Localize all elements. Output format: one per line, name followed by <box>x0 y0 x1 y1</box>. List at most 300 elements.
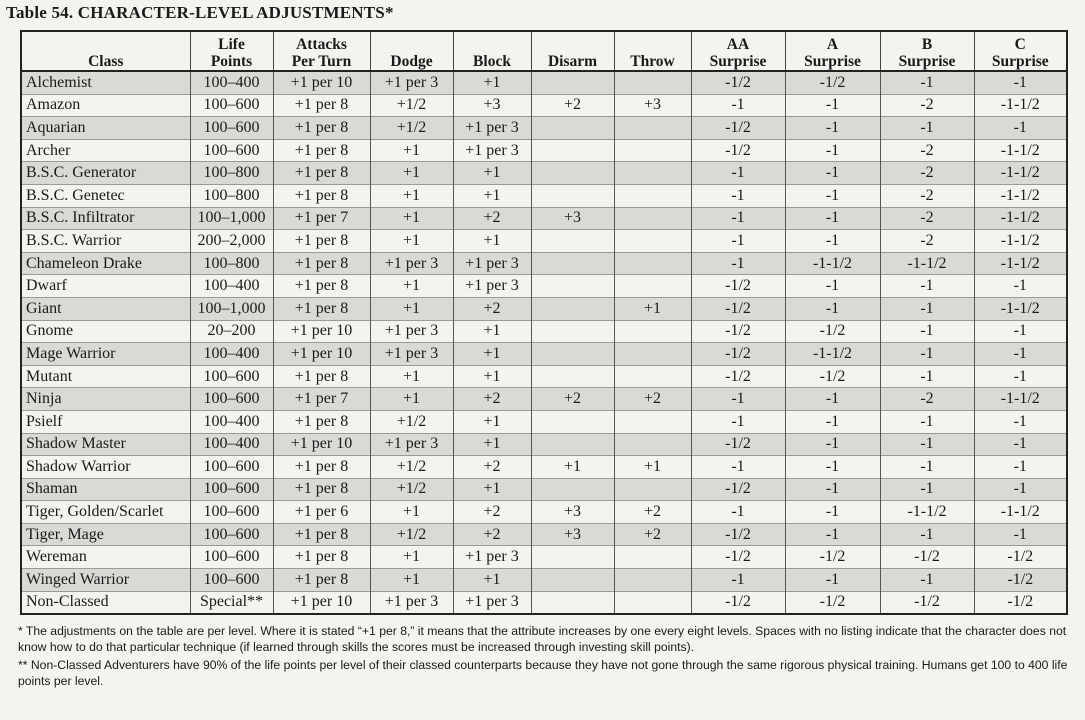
cell-b-surprise: -1 <box>880 297 974 320</box>
cell-disarm <box>531 162 614 185</box>
cell-class: B.S.C. Warrior <box>21 230 190 253</box>
cell-c-surprise: -1-1/2 <box>974 501 1067 524</box>
cell-disarm: +3 <box>531 207 614 230</box>
header-text: Points <box>210 53 253 70</box>
cell-disarm: +3 <box>531 501 614 524</box>
cell-life-points: 100–600 <box>190 456 273 479</box>
cell-class: Non-Classed <box>21 591 190 614</box>
cell-class: Alchemist <box>21 71 190 94</box>
cell-c-surprise: -1-1/2 <box>974 388 1067 411</box>
cell-throw <box>614 162 691 185</box>
header-text: Attacks <box>296 36 347 53</box>
cell-disarm: +3 <box>531 523 614 546</box>
table-row <box>21 230 1067 253</box>
cell-class: Amazon <box>21 94 190 117</box>
cell-disarm <box>531 433 614 456</box>
cell-block: +1 <box>453 365 531 388</box>
cell-attacks-per-turn: +1 per 7 <box>273 207 370 230</box>
cell-aa-surprise: -1 <box>691 410 785 433</box>
cell-throw: +1 <box>614 456 691 479</box>
cell-life-points: 100–800 <box>190 162 273 185</box>
cell-aa-surprise: -1 <box>691 569 785 592</box>
cell-b-surprise: -1 <box>880 456 974 479</box>
cell-block: +3 <box>453 94 531 117</box>
header-text: Surprise <box>991 53 1049 70</box>
table-row <box>21 523 1067 546</box>
table-row <box>21 71 1067 94</box>
cell-block: +1 <box>453 433 531 456</box>
header-aa-surprise <box>691 31 785 71</box>
cell-c-surprise: -1/2 <box>974 546 1067 569</box>
header-c-surprise <box>974 31 1067 71</box>
cell-disarm <box>531 184 614 207</box>
cell-b-surprise: -2 <box>880 94 974 117</box>
header-text: Surprise <box>898 53 956 70</box>
cell-throw <box>614 71 691 94</box>
cell-aa-surprise: -1/2 <box>691 343 785 366</box>
cell-attacks-per-turn: +1 per 6 <box>273 501 370 524</box>
cell-aa-surprise: -1 <box>691 94 785 117</box>
header-text: Block <box>473 53 511 70</box>
cell-class: Archer <box>21 139 190 162</box>
table-row <box>21 410 1067 433</box>
cell-block: +1 <box>453 184 531 207</box>
cell-throw <box>614 117 691 140</box>
cell-c-surprise: -1/2 <box>974 591 1067 614</box>
cell-block: +1 <box>453 569 531 592</box>
cell-class: Psielf <box>21 410 190 433</box>
table-row <box>21 478 1067 501</box>
cell-b-surprise: -1 <box>880 320 974 343</box>
cell-disarm <box>531 139 614 162</box>
table-body <box>21 71 1067 614</box>
cell-block: +1 per 3 <box>453 275 531 298</box>
cell-b-surprise: -2 <box>880 162 974 185</box>
cell-disarm: +2 <box>531 94 614 117</box>
cell-life-points: 100–1,000 <box>190 207 273 230</box>
cell-a-surprise: -1 <box>785 94 880 117</box>
cell-b-surprise: -1 <box>880 433 974 456</box>
cell-class: Tiger, Golden/Scarlet <box>21 501 190 524</box>
cell-disarm: +1 <box>531 456 614 479</box>
table-row <box>21 433 1067 456</box>
cell-block: +2 <box>453 388 531 411</box>
cell-a-surprise: -1 <box>785 569 880 592</box>
cell-b-surprise: -1 <box>880 365 974 388</box>
cell-c-surprise: -1 <box>974 456 1067 479</box>
cell-dodge: +1/2 <box>370 94 453 117</box>
cell-b-surprise: -2 <box>880 230 974 253</box>
table-row <box>21 184 1067 207</box>
cell-c-surprise: -1 <box>974 320 1067 343</box>
cell-c-surprise: -1 <box>974 365 1067 388</box>
cell-throw <box>614 252 691 275</box>
cell-b-surprise: -2 <box>880 139 974 162</box>
table-row <box>21 275 1067 298</box>
cell-class: Mage Warrior <box>21 343 190 366</box>
cell-dodge: +1 <box>370 230 453 253</box>
cell-throw <box>614 478 691 501</box>
cell-class: Chameleon Drake <box>21 252 190 275</box>
cell-class: Shaman <box>21 478 190 501</box>
cell-dodge: +1/2 <box>370 410 453 433</box>
cell-aa-surprise: -1/2 <box>691 320 785 343</box>
table-row <box>21 94 1067 117</box>
cell-a-surprise: -1-1/2 <box>785 252 880 275</box>
cell-a-surprise: -1-1/2 <box>785 343 880 366</box>
cell-life-points: 100–800 <box>190 252 273 275</box>
table-row <box>21 162 1067 185</box>
table-header-row <box>21 31 1067 71</box>
cell-c-surprise: -1 <box>974 343 1067 366</box>
cell-class: Mutant <box>21 365 190 388</box>
cell-a-surprise: -1 <box>785 207 880 230</box>
cell-attacks-per-turn: +1 per 8 <box>273 230 370 253</box>
header-life-points <box>190 31 273 71</box>
cell-class: B.S.C. Generator <box>21 162 190 185</box>
header-disarm <box>531 31 614 71</box>
cell-c-surprise: -1-1/2 <box>974 162 1067 185</box>
cell-a-surprise: -1 <box>785 456 880 479</box>
cell-class: Dwarf <box>21 275 190 298</box>
cell-b-surprise: -1-1/2 <box>880 501 974 524</box>
cell-life-points: 100–600 <box>190 478 273 501</box>
header-text: A <box>826 36 839 53</box>
header-throw <box>614 31 691 71</box>
cell-attacks-per-turn: +1 per 8 <box>273 297 370 320</box>
cell-c-surprise: -1 <box>974 117 1067 140</box>
cell-a-surprise: -1 <box>785 388 880 411</box>
cell-disarm <box>531 275 614 298</box>
cell-a-surprise: -1/2 <box>785 71 880 94</box>
cell-dodge: +1 per 3 <box>370 433 453 456</box>
cell-b-surprise: -2 <box>880 184 974 207</box>
cell-attacks-per-turn: +1 per 8 <box>273 365 370 388</box>
cell-life-points: 100–600 <box>190 546 273 569</box>
cell-a-surprise: -1 <box>785 410 880 433</box>
cell-dodge: +1 <box>370 184 453 207</box>
cell-throw: +2 <box>614 523 691 546</box>
cell-attacks-per-turn: +1 per 8 <box>273 478 370 501</box>
cell-a-surprise: -1/2 <box>785 365 880 388</box>
cell-a-surprise: -1/2 <box>785 591 880 614</box>
cell-block: +1 <box>453 320 531 343</box>
cell-disarm: +2 <box>531 388 614 411</box>
cell-a-surprise: -1/2 <box>785 546 880 569</box>
cell-attacks-per-turn: +1 per 8 <box>273 252 370 275</box>
cell-class: Shadow Warrior <box>21 456 190 479</box>
cell-life-points: 100–600 <box>190 94 273 117</box>
footnote-single-asterisk: * The adjustments on the table are per level. Where it is stated “+1 per 8,” it means that the attribute increases by one every eight levels. Spaces with no listing indicate that the character does not know how to do that particular technique (if learned through skills the scores must be increased through investing skill points). <box>18 624 1067 654</box>
cell-block: +2 <box>453 207 531 230</box>
cell-dodge: +1 <box>370 139 453 162</box>
cell-attacks-per-turn: +1 per 8 <box>273 139 370 162</box>
header-text: Throw <box>630 53 675 70</box>
header-text: Per Turn <box>291 53 352 70</box>
cell-dodge: +1/2 <box>370 117 453 140</box>
cell-throw <box>614 230 691 253</box>
header-class <box>21 31 190 71</box>
cell-life-points: 100–600 <box>190 365 273 388</box>
cell-attacks-per-turn: +1 per 8 <box>273 523 370 546</box>
cell-life-points: 100–400 <box>190 71 273 94</box>
cell-attacks-per-turn: +1 per 10 <box>273 591 370 614</box>
cell-throw <box>614 139 691 162</box>
cell-c-surprise: -1 <box>974 275 1067 298</box>
table-row <box>21 591 1067 614</box>
cell-life-points: 100–800 <box>190 184 273 207</box>
cell-block: +1 per 3 <box>453 591 531 614</box>
cell-c-surprise: -1-1/2 <box>974 297 1067 320</box>
cell-b-surprise: -1 <box>880 523 974 546</box>
cell-throw: +3 <box>614 94 691 117</box>
cell-disarm <box>531 410 614 433</box>
cell-block: +2 <box>453 523 531 546</box>
cell-dodge: +1 <box>370 162 453 185</box>
cell-life-points: 100–600 <box>190 569 273 592</box>
cell-a-surprise: -1 <box>785 184 880 207</box>
cell-b-surprise: -1 <box>880 117 974 140</box>
cell-b-surprise: -1/2 <box>880 591 974 614</box>
cell-aa-surprise: -1 <box>691 501 785 524</box>
cell-c-surprise: -1 <box>974 71 1067 94</box>
cell-dodge: +1 per 3 <box>370 252 453 275</box>
cell-dodge: +1 <box>370 501 453 524</box>
header-text: Surprise <box>709 53 767 70</box>
cell-attacks-per-turn: +1 per 8 <box>273 184 370 207</box>
cell-c-surprise: -1-1/2 <box>974 139 1067 162</box>
header-text: Life <box>218 36 245 53</box>
footnote-double-asterisk: ** Non-Classed Adventurers have 90% of the life points per level of their classed counterparts because they have not gone through the same rigorous physical training. Humans get 100 to 400 life points per level. <box>18 658 1068 688</box>
cell-block: +2 <box>453 501 531 524</box>
cell-disarm <box>531 230 614 253</box>
cell-block: +1 <box>453 162 531 185</box>
cell-b-surprise: -1-1/2 <box>880 252 974 275</box>
header-text: AA <box>726 36 750 53</box>
cell-dodge: +1 <box>370 388 453 411</box>
cell-attacks-per-turn: +1 per 8 <box>273 117 370 140</box>
cell-block: +1 per 3 <box>453 117 531 140</box>
cell-dodge: +1/2 <box>370 456 453 479</box>
cell-class: Ninja <box>21 388 190 411</box>
cell-throw <box>614 207 691 230</box>
cell-block: +1 <box>453 230 531 253</box>
cell-attacks-per-turn: +1 per 10 <box>273 320 370 343</box>
cell-disarm <box>531 297 614 320</box>
cell-dodge: +1 <box>370 546 453 569</box>
cell-life-points: 100–400 <box>190 343 273 366</box>
cell-attacks-per-turn: +1 per 10 <box>273 433 370 456</box>
adjustments-table <box>20 30 1068 615</box>
header-b-surprise <box>880 31 974 71</box>
cell-aa-surprise: -1 <box>691 207 785 230</box>
table-row <box>21 117 1067 140</box>
cell-throw <box>614 184 691 207</box>
cell-throw <box>614 433 691 456</box>
table-row <box>21 252 1067 275</box>
cell-disarm <box>531 320 614 343</box>
cell-attacks-per-turn: +1 per 8 <box>273 546 370 569</box>
cell-block: +1 <box>453 478 531 501</box>
cell-dodge: +1/2 <box>370 523 453 546</box>
cell-life-points: 100–400 <box>190 410 273 433</box>
table-row <box>21 546 1067 569</box>
cell-block: +1 <box>453 410 531 433</box>
cell-throw: +2 <box>614 388 691 411</box>
cell-throw: +2 <box>614 501 691 524</box>
cell-a-surprise: -1 <box>785 162 880 185</box>
cell-block: +1 per 3 <box>453 252 531 275</box>
cell-c-surprise: -1-1/2 <box>974 207 1067 230</box>
cell-attacks-per-turn: +1 per 10 <box>273 71 370 94</box>
cell-dodge: +1 <box>370 275 453 298</box>
cell-a-surprise: -1 <box>785 297 880 320</box>
cell-aa-surprise: -1/2 <box>691 117 785 140</box>
cell-life-points: 100–400 <box>190 275 273 298</box>
cell-aa-surprise: -1/2 <box>691 139 785 162</box>
header-text: Class <box>88 53 124 70</box>
table-row <box>21 388 1067 411</box>
cell-throw <box>614 275 691 298</box>
cell-a-surprise: -1 <box>785 275 880 298</box>
cell-block: +1 per 3 <box>453 139 531 162</box>
cell-attacks-per-turn: +1 per 7 <box>273 388 370 411</box>
cell-block: +2 <box>453 297 531 320</box>
table-row <box>21 207 1067 230</box>
table-row <box>21 569 1067 592</box>
cell-dodge: +1 per 3 <box>370 320 453 343</box>
cell-aa-surprise: -1 <box>691 184 785 207</box>
cell-c-surprise: -1-1/2 <box>974 252 1067 275</box>
cell-a-surprise: -1 <box>785 230 880 253</box>
cell-attacks-per-turn: +1 per 8 <box>273 275 370 298</box>
cell-life-points: 100–400 <box>190 433 273 456</box>
cell-class: Winged Warrior <box>21 569 190 592</box>
cell-attacks-per-turn: +1 per 10 <box>273 343 370 366</box>
cell-attacks-per-turn: +1 per 8 <box>273 94 370 117</box>
cell-a-surprise: -1 <box>785 523 880 546</box>
cell-throw <box>614 320 691 343</box>
cell-c-surprise: -1 <box>974 523 1067 546</box>
header-text: B <box>921 36 933 53</box>
cell-aa-surprise: -1 <box>691 388 785 411</box>
cell-aa-surprise: -1 <box>691 162 785 185</box>
cell-life-points: 100–1,000 <box>190 297 273 320</box>
cell-block: +1 per 3 <box>453 546 531 569</box>
cell-throw <box>614 343 691 366</box>
cell-attacks-per-turn: +1 per 8 <box>273 410 370 433</box>
table-row <box>21 501 1067 524</box>
cell-b-surprise: -2 <box>880 388 974 411</box>
cell-throw: +1 <box>614 297 691 320</box>
cell-aa-surprise: -1/2 <box>691 433 785 456</box>
cell-a-surprise: -1 <box>785 117 880 140</box>
cell-b-surprise: -1 <box>880 410 974 433</box>
cell-aa-surprise: -1/2 <box>691 478 785 501</box>
cell-class: Giant <box>21 297 190 320</box>
cell-dodge: +1 per 3 <box>370 71 453 94</box>
cell-aa-surprise: -1 <box>691 456 785 479</box>
cell-b-surprise: -1 <box>880 71 974 94</box>
cell-b-surprise: -1 <box>880 275 974 298</box>
cell-life-points: 100–600 <box>190 139 273 162</box>
footnotes <box>18 624 1074 689</box>
table-row <box>21 343 1067 366</box>
cell-aa-surprise: -1/2 <box>691 275 785 298</box>
cell-life-points: 100–600 <box>190 388 273 411</box>
cell-dodge: +1 per 3 <box>370 343 453 366</box>
cell-disarm <box>531 365 614 388</box>
cell-life-points: 100–600 <box>190 523 273 546</box>
cell-life-points: 200–2,000 <box>190 230 273 253</box>
cell-class: B.S.C. Infiltrator <box>21 207 190 230</box>
cell-c-surprise: -1-1/2 <box>974 94 1067 117</box>
table-row <box>21 365 1067 388</box>
cell-a-surprise: -1 <box>785 433 880 456</box>
cell-throw <box>614 546 691 569</box>
cell-throw <box>614 569 691 592</box>
cell-disarm <box>531 591 614 614</box>
table-title: Table 54. CHARACTER-LEVEL ADJUSTMENTS* <box>6 3 394 22</box>
cell-class: Aquarian <box>21 117 190 140</box>
cell-block: +2 <box>453 456 531 479</box>
table-row <box>21 456 1067 479</box>
cell-dodge: +1 <box>370 569 453 592</box>
cell-b-surprise: -2 <box>880 207 974 230</box>
cell-aa-surprise: -1/2 <box>691 591 785 614</box>
cell-dodge: +1 <box>370 365 453 388</box>
cell-life-points: 100–600 <box>190 117 273 140</box>
cell-aa-surprise: -1/2 <box>691 365 785 388</box>
header-text: Surprise <box>804 53 861 70</box>
cell-aa-surprise: -1/2 <box>691 297 785 320</box>
cell-disarm <box>531 71 614 94</box>
cell-dodge: +1 <box>370 207 453 230</box>
cell-block: +1 <box>453 71 531 94</box>
table-row <box>21 297 1067 320</box>
cell-a-surprise: -1 <box>785 139 880 162</box>
header-a-surprise <box>785 31 880 71</box>
cell-life-points: 100–600 <box>190 501 273 524</box>
cell-class: B.S.C. Genetec <box>21 184 190 207</box>
cell-life-points: 20–200 <box>190 320 273 343</box>
cell-b-surprise: -1 <box>880 478 974 501</box>
cell-attacks-per-turn: +1 per 8 <box>273 569 370 592</box>
cell-c-surprise: -1-1/2 <box>974 230 1067 253</box>
cell-life-points: Special** <box>190 591 273 614</box>
header-text: Dodge <box>390 53 433 70</box>
table-row <box>21 139 1067 162</box>
cell-attacks-per-turn: +1 per 8 <box>273 456 370 479</box>
cell-throw <box>614 365 691 388</box>
cell-disarm <box>531 343 614 366</box>
cell-class: Shadow Master <box>21 433 190 456</box>
cell-aa-surprise: -1/2 <box>691 523 785 546</box>
header-text: Disarm <box>547 53 598 70</box>
header-text: C <box>1014 36 1026 53</box>
cell-a-surprise: -1/2 <box>785 320 880 343</box>
cell-c-surprise: -1/2 <box>974 569 1067 592</box>
cell-c-surprise: -1 <box>974 410 1067 433</box>
cell-c-surprise: -1 <box>974 478 1067 501</box>
cell-disarm <box>531 569 614 592</box>
cell-disarm <box>531 252 614 275</box>
cell-c-surprise: -1 <box>974 433 1067 456</box>
header-dodge <box>370 31 453 71</box>
cell-block: +1 <box>453 343 531 366</box>
cell-aa-surprise: -1/2 <box>691 71 785 94</box>
cell-class: Tiger, Mage <box>21 523 190 546</box>
